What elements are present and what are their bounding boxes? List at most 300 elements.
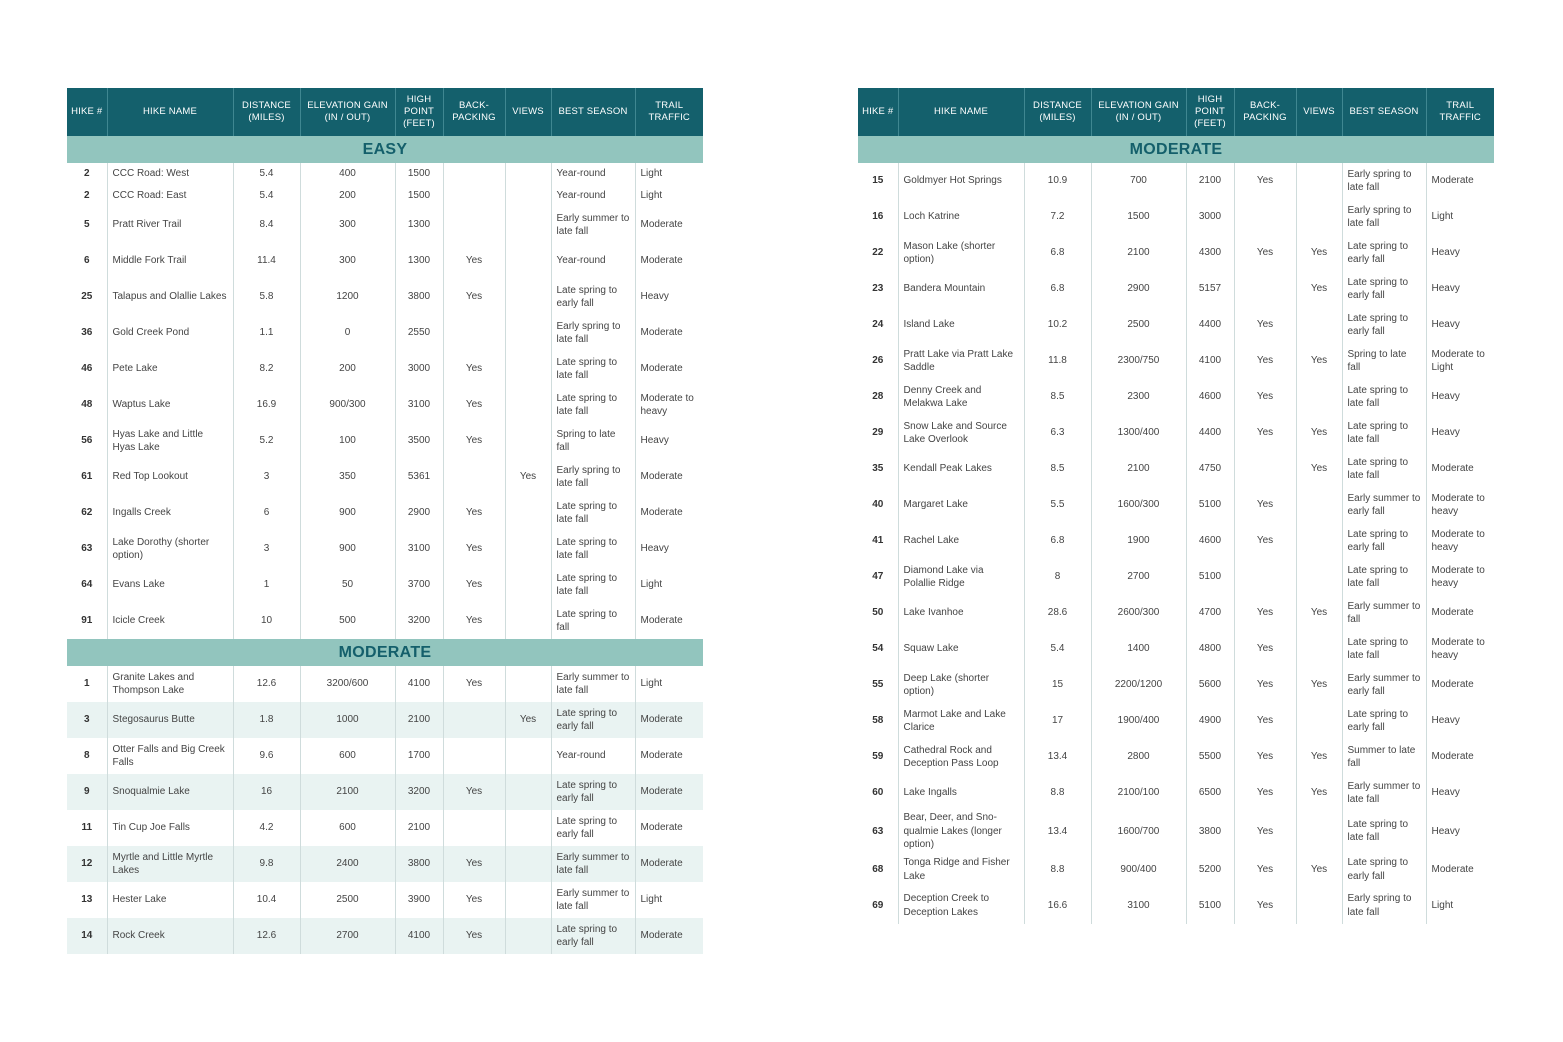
cell-best-season: Summer to late fall	[1342, 739, 1426, 775]
cell-elevation-gain: 50	[300, 567, 395, 603]
cell-elevation-gain: 2100/100	[1091, 775, 1186, 811]
cell-hike-name: Rachel Lake	[898, 523, 1024, 559]
cell-trail-traffic: Moderate	[1431, 679, 1474, 691]
cell-hike-name: Deception Creek to Deception Lakes	[898, 888, 1024, 924]
cell-backpacking	[443, 207, 505, 243]
section-row	[67, 136, 703, 163]
cell-high-point: 1300	[395, 207, 443, 243]
cell-high-point: 6500	[1186, 775, 1234, 811]
column-header-elevation-gain: ELEVATION GAIN (IN / OUT)	[1091, 88, 1186, 136]
cell-views: Yes	[1296, 595, 1342, 631]
cell-distance: 1.1	[233, 315, 300, 351]
column-header-distance: DISTANCE (MILES)	[1024, 88, 1091, 136]
column-header-best-season: BEST SEASON	[551, 88, 635, 136]
cell-distance: 5.4	[233, 185, 300, 207]
cell-hike-number: 48	[67, 387, 107, 423]
table-row	[67, 810, 703, 846]
column-header-high-point: HIGH POINT (FEET)	[1186, 88, 1234, 136]
cell-distance: 7.2	[1024, 199, 1091, 235]
cell-best-season: Early summer to early fall	[1342, 667, 1426, 703]
cell-high-point: 2550	[395, 315, 443, 351]
cell-backpacking: Yes	[443, 666, 505, 702]
cell-distance: 16	[233, 774, 300, 810]
cell-hike-name: Pratt Lake via Pratt Lake Saddle	[898, 343, 1024, 379]
cell-hike-number: 8	[67, 738, 107, 774]
table-row	[67, 279, 703, 315]
cell-hike-name: Hester Lake	[107, 882, 233, 918]
cell-high-point: 1300	[395, 243, 443, 279]
cell-hike-number: 40	[858, 487, 898, 523]
cell-best-season: Early summer to late fall	[1342, 775, 1426, 811]
cell-hike-name: Cathedral Rock and Deception Pass Loop	[898, 739, 1024, 775]
cell-trail-traffic: Moderate to heavy	[1426, 487, 1494, 523]
cell-high-point: 3900	[395, 882, 443, 918]
cell-best-season: Late spring to early fall	[1342, 852, 1426, 888]
cell-views: Yes	[1296, 235, 1342, 271]
cell-distance: 10	[233, 603, 300, 639]
cell-hike-name: Lake Dorothy (shorter option)	[107, 531, 233, 567]
table-row	[858, 379, 1494, 415]
cell-elevation-gain: 200	[300, 351, 395, 387]
cell-best-season: Early spring to late fall	[551, 459, 635, 495]
cell-elevation-gain: 2600/300	[1091, 595, 1186, 631]
cell-hike-number: 35	[858, 451, 898, 487]
table-row	[858, 487, 1494, 523]
cell-hike-number: 41	[858, 523, 898, 559]
cell-hike-number: 29	[858, 415, 898, 451]
table-row	[858, 631, 1494, 667]
section-row	[858, 136, 1494, 163]
cell-elevation-gain: 1400	[1091, 631, 1186, 667]
cell-elevation-gain: 600	[300, 810, 395, 846]
cell-best-season: Late spring to early fall	[551, 810, 635, 846]
cell-backpacking: Yes	[1234, 775, 1296, 811]
cell-views: Yes	[505, 459, 551, 495]
cell-distance: 12.6	[233, 666, 300, 702]
cell-backpacking: Yes	[1234, 595, 1296, 631]
cell-trail-traffic: Heavy	[1426, 415, 1494, 451]
cell-trail-traffic: Moderate to heavy	[1426, 631, 1494, 667]
cell-trail-traffic: Heavy	[1426, 775, 1494, 811]
cell-high-point: 1700	[395, 738, 443, 774]
cell-elevation-gain: 3100	[1091, 888, 1186, 924]
cell-hike-number: 69	[858, 888, 898, 924]
cell-backpacking: Yes	[1234, 667, 1296, 703]
cell-high-point: 3200	[395, 774, 443, 810]
cell-hike-number: 46	[67, 351, 107, 387]
cell-high-point: 4100	[1186, 343, 1234, 379]
cell-hike-name: Pratt River Trail	[107, 207, 233, 243]
table-row	[67, 387, 703, 423]
cell-best-season: Late spring to late fall	[1342, 451, 1426, 487]
cell-best-season: Spring to late fall	[1342, 343, 1426, 379]
cell-hike-number: 50	[858, 595, 898, 631]
cell-views: Yes	[1296, 451, 1342, 487]
cell-trail-traffic: Light	[635, 882, 703, 918]
cell-trail-traffic: Heavy	[1431, 247, 1460, 259]
cell-views	[505, 774, 551, 810]
cell-views	[505, 918, 551, 954]
cell-trail-traffic: Moderate to heavy	[1426, 559, 1494, 595]
cell-distance: 11.8	[1024, 343, 1091, 379]
column-header-backpacking: BACK-PACKING	[443, 88, 505, 136]
cell-backpacking: Yes	[1234, 235, 1296, 271]
cell-high-point: 5600	[1186, 667, 1234, 703]
cell-views	[505, 567, 551, 603]
cell-hike-number: 36	[67, 315, 107, 351]
cell-elevation-gain: 2500	[300, 882, 395, 918]
cell-elevation-gain: 2200/1200	[1091, 667, 1186, 703]
cell-hike-name: Lake Ivanhoe	[898, 595, 1024, 631]
cell-distance: 10.2	[1024, 307, 1091, 343]
cell-elevation-gain: 200	[300, 185, 395, 207]
cell-backpacking: Yes	[1234, 343, 1296, 379]
table-row	[858, 559, 1494, 595]
cell-trail-traffic: Light	[635, 666, 703, 702]
table-row	[67, 315, 703, 351]
cell-trail-traffic: Moderate	[635, 315, 703, 351]
cell-distance: 3	[233, 459, 300, 495]
cell-elevation-gain: 1200	[300, 279, 395, 315]
cell-elevation-gain: 900	[300, 531, 395, 567]
table-row	[67, 882, 703, 918]
cell-elevation-gain: 2300	[1091, 379, 1186, 415]
table-row	[67, 603, 703, 639]
cell-high-point: 4700	[1186, 595, 1234, 631]
right-hike-table	[858, 88, 1494, 924]
cell-trail-traffic: Heavy	[1426, 703, 1494, 739]
cell-elevation-gain: 1900/400	[1091, 703, 1186, 739]
cell-backpacking: Yes	[1234, 307, 1296, 343]
cell-high-point: 4800	[1186, 631, 1234, 667]
column-header-backpacking: BACK-PACKING	[1234, 88, 1296, 136]
cell-backpacking	[1234, 199, 1296, 235]
cell-distance: 11.4	[233, 243, 300, 279]
cell-views	[1296, 523, 1342, 559]
column-header-hike-number: HIKE #	[858, 88, 898, 136]
cell-elevation-gain: 900	[300, 495, 395, 531]
cell-distance: 6.3	[1024, 415, 1091, 451]
cell-hike-name: Bandera Mountain	[898, 271, 1024, 307]
cell-backpacking: Yes	[1234, 811, 1296, 852]
cell-trail-traffic: Light	[1431, 899, 1454, 911]
table-row	[67, 531, 703, 567]
table-row	[858, 595, 1494, 631]
cell-best-season: Late spring to late fall	[551, 495, 635, 531]
table-row	[67, 918, 703, 954]
cell-backpacking: Yes	[1234, 487, 1296, 523]
cell-hike-number: 12	[67, 846, 107, 882]
cell-views	[1296, 163, 1342, 199]
table-header-row	[67, 88, 703, 136]
cell-elevation-gain: 1000	[300, 702, 395, 738]
cell-best-season: Late spring to late fall	[551, 531, 635, 567]
cell-backpacking: Yes	[443, 243, 505, 279]
cell-best-season: Early spring to late fall	[1342, 199, 1426, 235]
table-row	[858, 271, 1494, 307]
cell-hike-name: Bear, Deer, and Sno-qualmie Lakes (longer option)	[898, 811, 1024, 852]
cell-distance: 13.4	[1024, 811, 1091, 852]
cell-distance: 9.8	[233, 846, 300, 882]
cell-hike-number: 58	[858, 703, 898, 739]
cell-best-season: Early spring to late fall	[551, 315, 635, 351]
cell-hike-name: Denny Creek and Melakwa Lake	[898, 379, 1024, 415]
cell-distance: 28.6	[1024, 595, 1091, 631]
cell-elevation-gain: 2300/750	[1091, 343, 1186, 379]
cell-hike-name: Myrtle and Little Myrtle Lakes	[107, 846, 233, 882]
cell-distance: 13.4	[1024, 739, 1091, 775]
cell-hike-name: Goldmyer Hot Springs	[898, 163, 1024, 199]
table-row	[67, 738, 703, 774]
column-header-trail-traffic: TRAIL TRAFFIC	[1426, 88, 1494, 136]
table-row	[67, 846, 703, 882]
cell-views	[505, 738, 551, 774]
cell-views: Yes	[1296, 852, 1342, 888]
cell-trail-traffic: Moderate	[1431, 607, 1474, 619]
table-row	[858, 451, 1494, 487]
cell-backpacking: Yes	[1234, 379, 1296, 415]
cell-backpacking	[443, 315, 505, 351]
cell-hike-number: 47	[858, 559, 898, 595]
cell-views	[505, 243, 551, 279]
section-title: EASY	[67, 136, 703, 163]
cell-best-season: Early summer to late fall	[551, 882, 635, 918]
table-row	[67, 351, 703, 387]
cell-hike-name: Squaw Lake	[898, 631, 1024, 667]
cell-best-season: Late spring to early fall	[1342, 523, 1426, 559]
cell-trail-traffic: Moderate	[640, 219, 683, 231]
cell-high-point: 5100	[1186, 888, 1234, 924]
cell-hike-name: Marmot Lake and Lake Clarice	[898, 703, 1024, 739]
cell-views	[505, 185, 551, 207]
table-row	[858, 667, 1494, 703]
left-hike-table	[67, 88, 703, 954]
cell-backpacking: Yes	[443, 567, 505, 603]
cell-high-point: 2100	[395, 702, 443, 738]
cell-high-point: 4100	[395, 918, 443, 954]
cell-backpacking: Yes	[443, 351, 505, 387]
cell-hike-number: 2	[67, 163, 107, 185]
cell-hike-name: Lake Ingalls	[898, 775, 1024, 811]
column-header-high-point: HIGH POINT (FEET)	[395, 88, 443, 136]
cell-elevation-gain: 2100	[300, 774, 395, 810]
cell-high-point: 4400	[1186, 415, 1234, 451]
cell-views	[505, 846, 551, 882]
cell-elevation-gain: 2500	[1091, 307, 1186, 343]
cell-views	[505, 207, 551, 243]
cell-distance: 3	[233, 531, 300, 567]
cell-best-season: Late spring to early fall	[1342, 235, 1426, 271]
cell-high-point: 3000	[1186, 199, 1234, 235]
cell-distance: 5.2	[233, 423, 300, 459]
cell-backpacking	[443, 459, 505, 495]
cell-hike-number: 91	[67, 603, 107, 639]
cell-backpacking: Yes	[443, 423, 505, 459]
cell-views	[505, 387, 551, 423]
cell-high-point: 4600	[1186, 379, 1234, 415]
cell-backpacking: Yes	[443, 279, 505, 315]
cell-hike-name: Ingalls Creek	[107, 495, 233, 531]
cell-views: Yes	[1296, 343, 1342, 379]
cell-backpacking	[443, 810, 505, 846]
cell-high-point: 3500	[395, 423, 443, 459]
column-header-hike-number: HIKE #	[67, 88, 107, 136]
cell-best-season: Early summer to late fall	[551, 207, 635, 243]
column-header-views: VIEWS	[1296, 88, 1342, 136]
cell-backpacking: Yes	[443, 846, 505, 882]
cell-backpacking	[443, 163, 505, 185]
cell-elevation-gain: 400	[300, 163, 395, 185]
cell-backpacking: Yes	[443, 882, 505, 918]
cell-high-point: 3100	[395, 387, 443, 423]
table-row	[858, 811, 1494, 852]
cell-distance: 6.8	[1024, 523, 1091, 559]
cell-trail-traffic: Heavy	[1431, 391, 1460, 403]
cell-best-season: Year-round	[551, 738, 635, 774]
cell-best-season: Early spring to late fall	[1342, 163, 1426, 199]
cell-views	[505, 423, 551, 459]
cell-distance: 17	[1024, 703, 1091, 739]
cell-views: Yes	[1296, 667, 1342, 703]
cell-trail-traffic: Moderate	[635, 774, 703, 810]
table-row	[67, 185, 703, 207]
table-row	[858, 888, 1494, 924]
cell-views	[505, 279, 551, 315]
cell-best-season: Early summer to early fall	[1342, 487, 1426, 523]
cell-hike-name: Middle Fork Trail	[107, 243, 233, 279]
cell-hike-number: 54	[858, 631, 898, 667]
table-row	[858, 739, 1494, 775]
cell-elevation-gain: 900/300	[300, 387, 395, 423]
cell-trail-traffic: Heavy	[1431, 825, 1460, 837]
cell-backpacking	[443, 738, 505, 774]
column-header-elevation-gain: ELEVATION GAIN (IN / OUT)	[300, 88, 395, 136]
cell-views	[1296, 888, 1342, 924]
cell-trail-traffic: Moderate	[635, 918, 703, 954]
cell-trail-traffic: Moderate	[640, 507, 683, 519]
cell-hike-name: Rock Creek	[107, 918, 233, 954]
cell-hike-name: Hyas Lake and Little Hyas Lake	[107, 423, 233, 459]
cell-best-season: Early spring to late fall	[1342, 888, 1426, 924]
cell-hike-number: 55	[858, 667, 898, 703]
cell-hike-name: Talapus and Olallie Lakes	[107, 279, 233, 315]
cell-views: Yes	[1296, 415, 1342, 451]
cell-elevation-gain: 2800	[1091, 739, 1186, 775]
cell-backpacking	[1234, 451, 1296, 487]
cell-distance: 5.4	[1024, 631, 1091, 667]
cell-trail-traffic: Moderate	[1431, 175, 1474, 187]
cell-hike-number: 22	[858, 235, 898, 271]
section-title: MODERATE	[67, 639, 703, 666]
cell-hike-name: Evans Lake	[107, 567, 233, 603]
cell-best-season: Late spring to early fall	[551, 279, 635, 315]
cell-high-point: 1500	[395, 185, 443, 207]
cell-hike-number: 2	[67, 185, 107, 207]
table-header-row	[858, 88, 1494, 136]
cell-hike-name: Deep Lake (shorter option)	[898, 667, 1024, 703]
cell-high-point: 5500	[1186, 739, 1234, 775]
cell-high-point: 4900	[1186, 703, 1234, 739]
table-row	[67, 567, 703, 603]
cell-hike-number: 26	[858, 343, 898, 379]
table-row	[858, 163, 1494, 199]
cell-best-season: Spring to late fall	[551, 423, 635, 459]
table-row	[858, 415, 1494, 451]
cell-views	[505, 603, 551, 639]
cell-hike-number: 63	[858, 811, 898, 852]
cell-distance: 9.6	[233, 738, 300, 774]
cell-elevation-gain: 2700	[300, 918, 395, 954]
cell-views: Yes	[1296, 775, 1342, 811]
cell-hike-number: 25	[67, 279, 107, 315]
cell-hike-number: 9	[67, 774, 107, 810]
cell-views	[505, 351, 551, 387]
cell-high-point: 4400	[1186, 307, 1234, 343]
column-header-hike-name: HIKE NAME	[898, 88, 1024, 136]
cell-hike-name: Granite Lakes and Thompson Lake	[107, 666, 233, 702]
cell-best-season: Early summer to fall	[1342, 595, 1426, 631]
cell-high-point: 1500	[395, 163, 443, 185]
cell-high-point: 3100	[395, 531, 443, 567]
table-row	[858, 523, 1494, 559]
cell-elevation-gain: 2100	[1091, 451, 1186, 487]
cell-distance: 8.5	[1024, 451, 1091, 487]
cell-hike-name: Otter Falls and Big Creek Falls	[107, 738, 233, 774]
cell-trail-traffic: Heavy	[640, 435, 669, 447]
cell-distance: 5.5	[1024, 487, 1091, 523]
cell-hike-name: Pete Lake	[107, 351, 233, 387]
cell-distance: 12.6	[233, 918, 300, 954]
cell-high-point: 2100	[1186, 163, 1234, 199]
cell-high-point: 4750	[1186, 451, 1234, 487]
cell-distance: 8.8	[1024, 775, 1091, 811]
table-row	[858, 775, 1494, 811]
cell-high-point: 5100	[1186, 559, 1234, 595]
cell-distance: 8	[1024, 559, 1091, 595]
table-row	[67, 495, 703, 531]
cell-high-point: 5100	[1186, 487, 1234, 523]
cell-hike-name: CCC Road: East	[107, 185, 233, 207]
table-row	[858, 852, 1494, 888]
cell-best-season: Late spring to late fall	[1342, 559, 1426, 595]
cell-elevation-gain: 350	[300, 459, 395, 495]
cell-hike-name: Gold Creek Pond	[107, 315, 233, 351]
cell-high-point: 5361	[395, 459, 443, 495]
cell-elevation-gain: 0	[300, 315, 395, 351]
cell-best-season: Year-round	[551, 185, 635, 207]
table-row	[858, 199, 1494, 235]
cell-best-season: Late spring to late fall	[551, 567, 635, 603]
cell-hike-number: 5	[67, 207, 107, 243]
cell-trail-traffic: Light	[635, 185, 703, 207]
cell-views	[505, 315, 551, 351]
cell-best-season: Late spring to late fall	[1342, 415, 1426, 451]
cell-distance: 6.8	[1024, 235, 1091, 271]
cell-distance: 8.8	[1024, 852, 1091, 888]
cell-hike-number: 14	[67, 918, 107, 954]
column-header-distance: DISTANCE (MILES)	[233, 88, 300, 136]
cell-high-point: 3200	[395, 603, 443, 639]
cell-trail-traffic: Heavy	[1431, 319, 1460, 331]
cell-trail-traffic: Moderate	[635, 846, 703, 882]
cell-high-point: 5200	[1186, 852, 1234, 888]
cell-views	[1296, 631, 1342, 667]
cell-hike-number: 13	[67, 882, 107, 918]
cell-views	[505, 810, 551, 846]
cell-distance: 5.4	[233, 163, 300, 185]
cell-hike-name: CCC Road: West	[107, 163, 233, 185]
cell-views	[1296, 307, 1342, 343]
